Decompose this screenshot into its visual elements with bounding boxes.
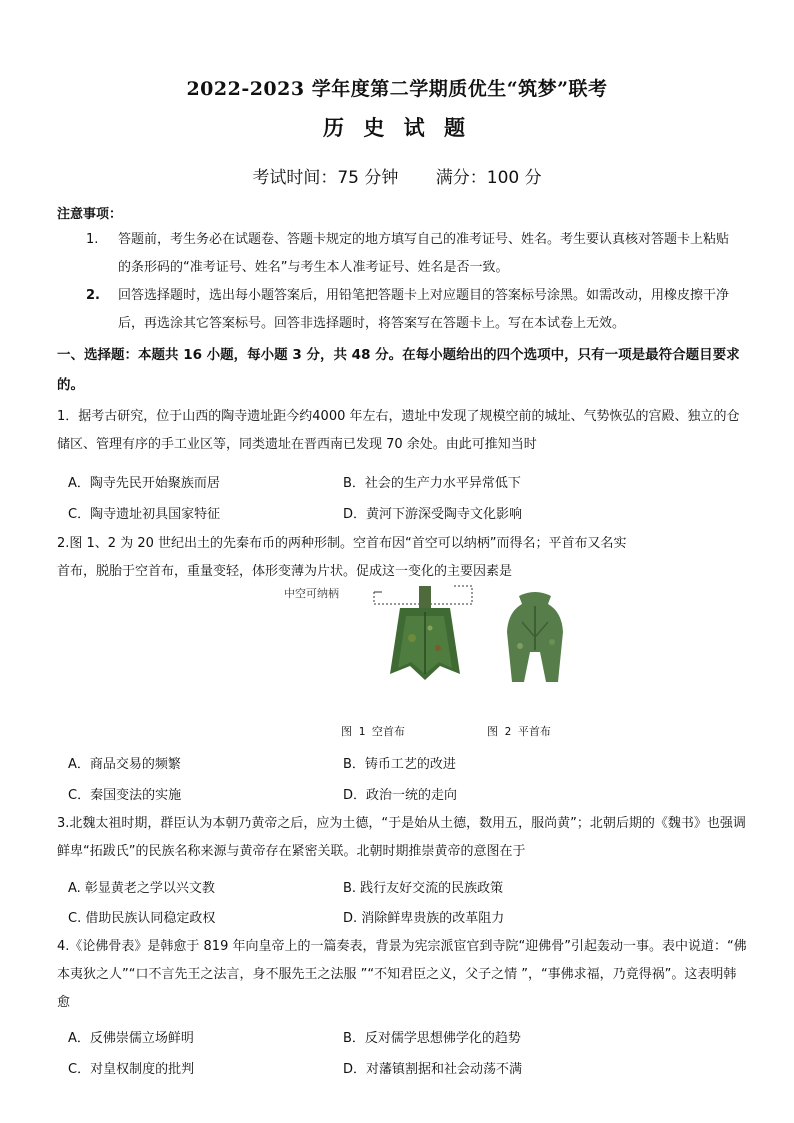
option-a: A．反佛崇儒立场鲜明 bbox=[68, 1031, 194, 1046]
hollow-spade-coin bbox=[390, 586, 460, 680]
option-b: B．社会的生产力水平异常低下 bbox=[343, 476, 521, 491]
option-a: A．陶寺先民开始聚族而居 bbox=[68, 476, 220, 491]
option-a: A. 彰显黄老之学以兴文教 bbox=[68, 881, 215, 896]
option-b: B．反对儒学思想佛学化的趋势 bbox=[343, 1031, 521, 1046]
option-d: D．对藩镇割据和社会动荡不满 bbox=[343, 1062, 523, 1077]
exam-info bbox=[0, 163, 794, 188]
option-d: D．黄河下游深受陶寺文化影响 bbox=[343, 507, 523, 522]
option-b: B．铸币工艺的改进 bbox=[343, 757, 456, 772]
notice-text: 答题前，考生务必在试题卷、答题卡规定的地方填写自己的准考证号、姓名。考生要认真核对答题卡上粘贴的条形码的“准考证号、姓名”与考生本人准考证号、姓名是否一致。 bbox=[118, 232, 730, 275]
option-c: C．对皇权制度的批判 bbox=[68, 1062, 195, 1077]
option-a: A．商品交易的频繁 bbox=[68, 757, 181, 772]
figure-caption-2: 图 2 平首布 bbox=[487, 725, 551, 738]
coin-figure-svg bbox=[282, 582, 592, 692]
exam-main-title: 2022-2023 学年度第二学期质优生“筑梦”联考 bbox=[186, 78, 608, 100]
question-stem: 4.《论佛骨表》是韩愈于 819 年向皇帝上的一篇奏表，背景为宪宗派宦官到寺院“迎佛骨”引起轰动一事。表中说道：“佛本夷狄之人”“口不言先王之法言，身不服先王之法服 ”“不知君臣之义，父子之情 ”，“事佛求福，乃竟得祸”。这表明韩愈 bbox=[57, 939, 747, 1010]
notice-number: 1. bbox=[86, 232, 99, 247]
question-stem: 2.图 1、2 为 20 世纪出土的先秦布币的两种形制。空首布因“首空可以纳柄”而得名；平首布又名实首布，脱胎于空首布，重量变轻，体形变薄为片状。促成这一变化的主要因素是 bbox=[57, 536, 627, 579]
notices-heading: 注意事项： bbox=[57, 207, 123, 222]
figure-caption-1: 图 1 空首布 bbox=[341, 725, 405, 738]
question-stem: 1．据考古研究，位于山西的陶寺遗址距今约4000 年左右，遗址中发现了规模空前的城址、气势恢弘的宫殿、独立的仓储区、管理有序的手工业区等，同类遗址在晋西南已发现 70 余处。由此可推知当时 bbox=[57, 409, 740, 452]
option-d: D．政治一统的走向 bbox=[343, 788, 458, 803]
notice-number: 2. bbox=[86, 288, 100, 303]
option-c: C．陶寺遗址初具国家特征 bbox=[68, 507, 221, 522]
option-c: C. 借助民族认同稳定政权 bbox=[68, 911, 216, 926]
option-d: D. 消除鲜卑贵族的改革阻力 bbox=[343, 911, 505, 926]
notice-text: 回答选择题时，选出每小题答案后，用铅笔把答题卡上对应题目的答案标号涂黑。如需改动，用橡皮擦干净后，再选涂其它答案标号。回答非选择题时，将答案写在答题卡上。写在本试卷上无效。 bbox=[118, 288, 730, 331]
subject-title: 历 史 试 题 bbox=[323, 115, 471, 140]
notice-item bbox=[88, 282, 738, 338]
section-heading: 一、选择题：本题共 16 小题，每小题 3 分，共 48 分。在每小题给出的四个选项中，只有一项是最符合题目要求的。 bbox=[57, 347, 740, 393]
hollow-handle-label: 中空可纳柄 bbox=[284, 587, 339, 600]
option-c: C．秦国变法的实施 bbox=[68, 788, 182, 803]
flat-spade-coin bbox=[507, 592, 563, 682]
notice-item bbox=[88, 226, 738, 282]
coin-figure bbox=[282, 582, 592, 692]
option-b: B. 践行友好交流的民族政策 bbox=[343, 881, 504, 896]
exam-time: 考试时间：75 分钟 bbox=[252, 168, 399, 188]
question-stem: 3.北魏太祖时期，群臣认为本朝乃黄帝之后，应为土德，“于是始从土德，数用五，服尚黄”；北朝后期的《魏书》也强调鲜卑“拓跋氏”的民族名称来源与黄帝存在紧密关联。北朝时期推崇黄帝的意图在于 bbox=[57, 816, 746, 859]
full-score: 满分：100 分 bbox=[435, 168, 542, 188]
